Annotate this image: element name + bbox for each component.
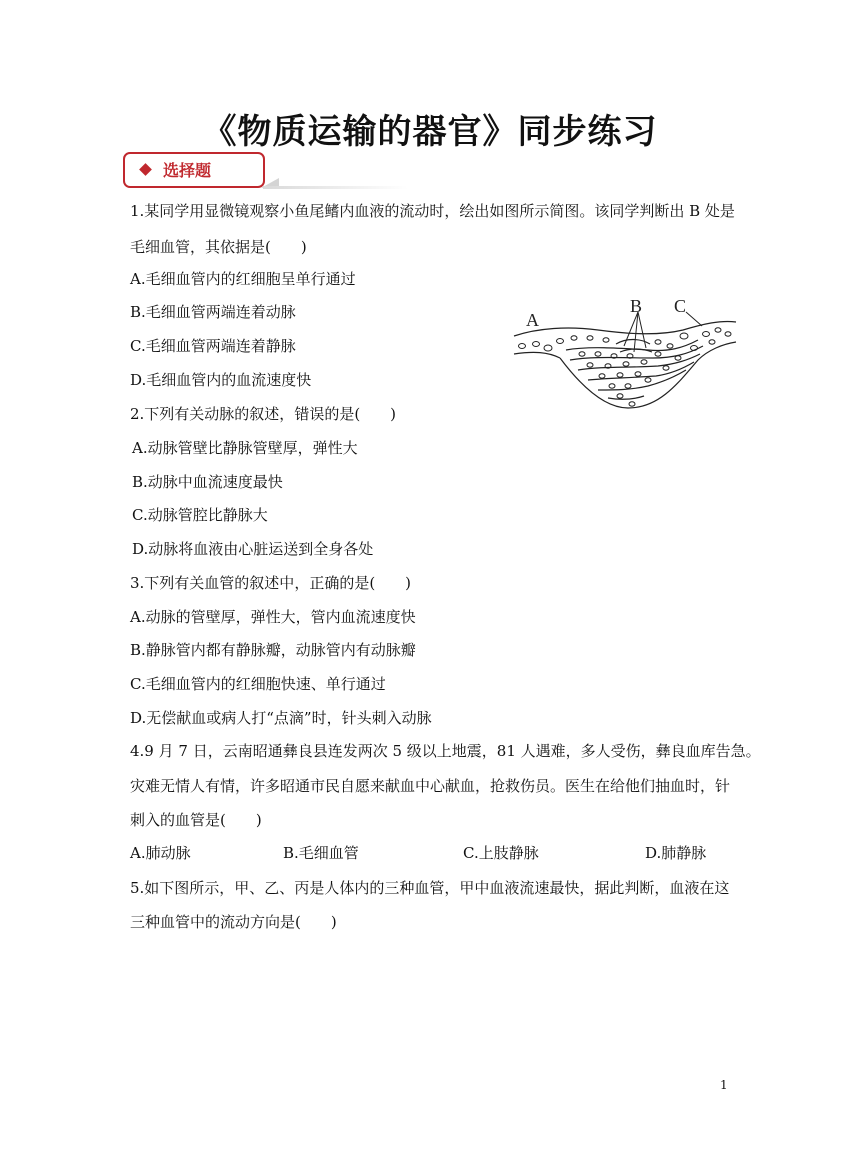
q1-option-c: C.毛细血管两端连着静脉: [130, 337, 296, 355]
q1-option-b: B.毛细血管两端连着动脉: [130, 303, 296, 321]
q3-option-a: A.动脉的管壁厚，弹性大，管内血流速度快: [130, 608, 416, 626]
capillary-figure: [508, 296, 740, 418]
q4-option-d: D.肺静脉: [645, 844, 707, 862]
figure-label-a: A: [526, 310, 539, 330]
q4-stem-line2: 灾难无情人有情，许多昭通市民自愿来献血中心献血，抢救伤员。医生在给他们抽血时，针: [130, 777, 731, 795]
page-title: 《物质运输的器官》同步练习: [202, 112, 658, 152]
q4-stem-line1: 4.9 月 7 日，云南昭通彝良县连发两次 5 级以上地震，81 人遇难，多人受伤，彝良血库告急。: [130, 742, 761, 760]
section-header: [123, 152, 269, 190]
q5-stem-line2: 三种血管中的流动方向是( ): [130, 913, 337, 931]
q2-option-d: D.动脉将血液由心脏运送到全身各处: [132, 540, 374, 558]
q4-stem-line3: 刺入的血管是( ): [130, 811, 262, 829]
q2-stem: 2.下列有关动脉的叙述，错误的是( ): [130, 405, 397, 423]
q1-option-a: A.毛细血管内的红细胞呈单行通过: [130, 270, 356, 288]
q4-option-b: B.毛细血管: [283, 844, 359, 862]
section-label: 选择题: [163, 161, 212, 180]
figure-label-b: B: [630, 296, 643, 316]
q1-stem-line2: 毛细血管，其依据是( ): [130, 238, 307, 256]
tab-underline: [263, 186, 408, 189]
figure-label-c: C: [674, 296, 687, 316]
q3-stem: 3.下列有关血管的叙述中，正确的是( ): [130, 574, 412, 592]
page-number: 1: [720, 1078, 728, 1092]
q1-option-d: D.毛细血管内的血流速度快: [130, 371, 312, 389]
q3-option-b: B.静脉管内都有静脉瓣，动脉管内有动脉瓣: [130, 641, 416, 659]
q2-option-c: C.动脉管腔比静脉大: [132, 506, 268, 524]
q3-option-c: C.毛细血管内的红细胞快速、单行通过: [130, 675, 386, 693]
q5-stem-line1: 5.如下图所示，甲、乙、丙是人体内的三种血管，甲中血液流速最快，据此判断，血液在这: [130, 879, 730, 897]
q4-option-a: A.肺动脉: [130, 844, 191, 862]
q1-stem-line1: 1.某同学用显微镜观察小鱼尾鳍内血液的流动时，绘出如图所示简图。该同学判断出 B 处是: [130, 202, 735, 220]
q3-option-d: D.无偿献血或病人打“点滴”时，针头刺入动脉: [130, 709, 432, 727]
q4-option-c: C.上肢静脉: [463, 844, 539, 862]
q2-option-a: A.动脉管壁比静脉管壁厚，弹性大: [132, 439, 358, 457]
q2-option-b: B.动脉中血流速度最快: [132, 473, 283, 491]
